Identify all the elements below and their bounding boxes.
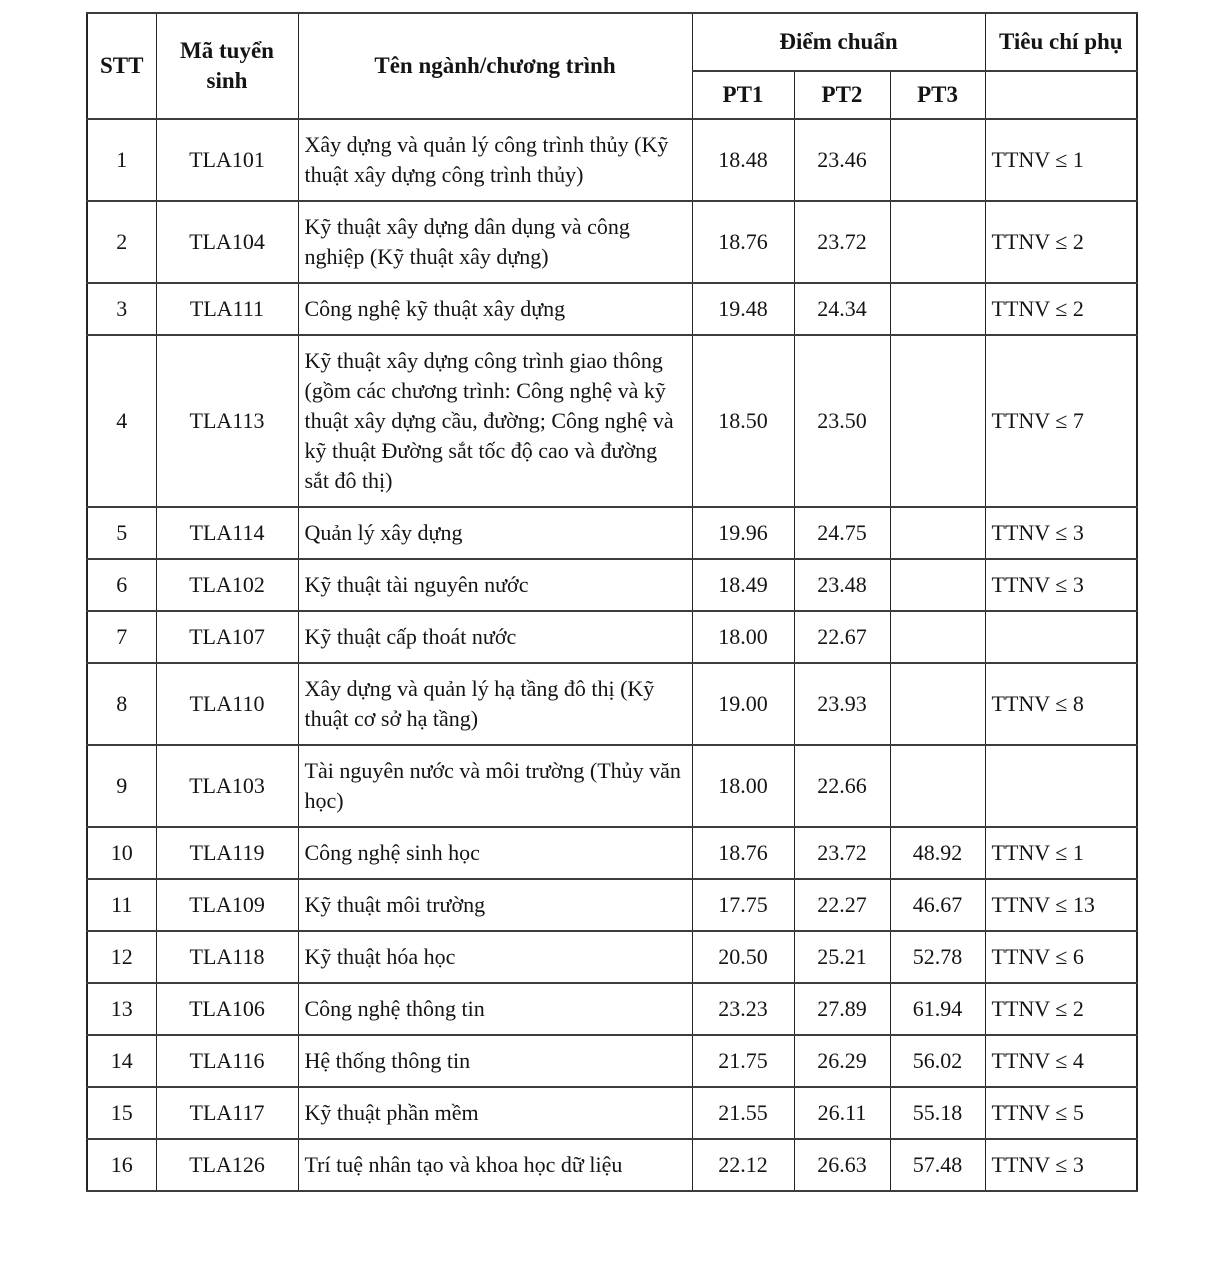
cell-major-name: Kỹ thuật xây dựng dân dụng và công nghiệp (Kỹ thuật xây dựng) [298, 201, 692, 283]
cell-stt: 12 [87, 931, 156, 983]
cell-pt1-score: 18.49 [692, 559, 794, 611]
cell-code: TLA101 [156, 119, 298, 201]
cell-code: TLA104 [156, 201, 298, 283]
cell-pt3-score [890, 283, 985, 335]
table-row [87, 1139, 1137, 1191]
col-header-diem-chuan: Điểm chuẩn [692, 13, 985, 71]
table-row [87, 827, 1137, 879]
cell-pt2-score: 22.27 [794, 879, 890, 931]
cell-major-name: Kỹ thuật phần mềm [298, 1087, 692, 1139]
cell-code: TLA110 [156, 663, 298, 745]
cell-code: TLA113 [156, 335, 298, 507]
cell-stt: 14 [87, 1035, 156, 1087]
cell-pt3-score [890, 119, 985, 201]
cell-code: TLA109 [156, 879, 298, 931]
admission-scores-table [86, 12, 1138, 1192]
cell-secondary-criteria: TTNV ≤ 3 [985, 507, 1137, 559]
table-row [87, 507, 1137, 559]
cell-code: TLA114 [156, 507, 298, 559]
cell-code: TLA106 [156, 983, 298, 1035]
cell-major-name: Kỹ thuật xây dựng công trình giao thông (gồm các chương trình: Công nghệ và kỹ thuật xây dựng cầu, đường; Công nghệ và kỹ thuật Đường sắt tốc độ cao và đường sắt đô thị) [298, 335, 692, 507]
cell-major-name: Kỹ thuật tài nguyên nước [298, 559, 692, 611]
table-header [87, 13, 1137, 119]
cell-pt1-score: 23.23 [692, 983, 794, 1035]
cell-pt2-score: 23.93 [794, 663, 890, 745]
cell-major-name: Công nghệ thông tin [298, 983, 692, 1035]
cell-secondary-criteria: TTNV ≤ 6 [985, 931, 1137, 983]
cell-pt2-score: 23.72 [794, 201, 890, 283]
table-row [87, 119, 1137, 201]
cell-secondary-criteria: TTNV ≤ 5 [985, 1087, 1137, 1139]
col-header-stt: STT [87, 13, 156, 119]
cell-pt2-score: 22.66 [794, 745, 890, 827]
cell-pt3-score [890, 507, 985, 559]
cell-stt: 13 [87, 983, 156, 1035]
cell-pt1-score: 18.48 [692, 119, 794, 201]
cell-secondary-criteria: TTNV ≤ 3 [985, 559, 1137, 611]
cell-pt1-score: 18.76 [692, 827, 794, 879]
cell-stt: 15 [87, 1087, 156, 1139]
cell-stt: 16 [87, 1139, 156, 1191]
cell-major-name: Quản lý xây dựng [298, 507, 692, 559]
cell-pt2-score: 23.50 [794, 335, 890, 507]
table-row [87, 559, 1137, 611]
cell-pt3-score: 57.48 [890, 1139, 985, 1191]
cell-pt2-score: 22.67 [794, 611, 890, 663]
cell-secondary-criteria: TTNV ≤ 2 [985, 983, 1137, 1035]
cell-secondary-criteria: TTNV ≤ 1 [985, 119, 1137, 201]
cell-stt: 7 [87, 611, 156, 663]
cell-code: TLA107 [156, 611, 298, 663]
cell-pt2-score: 25.21 [794, 931, 890, 983]
cell-major-name: Xây dựng và quản lý hạ tầng đô thị (Kỹ thuật cơ sở hạ tầng) [298, 663, 692, 745]
cell-secondary-criteria [985, 745, 1137, 827]
cell-pt1-score: 19.48 [692, 283, 794, 335]
cell-stt: 8 [87, 663, 156, 745]
cell-code: TLA102 [156, 559, 298, 611]
cell-code: TLA116 [156, 1035, 298, 1087]
cell-major-name: Kỹ thuật môi trường [298, 879, 692, 931]
table-row [87, 931, 1137, 983]
cell-pt2-score: 26.29 [794, 1035, 890, 1087]
col-header-pt1: PT1 [692, 71, 794, 119]
cell-pt2-score: 27.89 [794, 983, 890, 1035]
cell-code: TLA118 [156, 931, 298, 983]
col-header-code: Mã tuyển sinh [156, 13, 298, 119]
cell-pt3-score [890, 335, 985, 507]
cell-secondary-criteria: TTNV ≤ 3 [985, 1139, 1137, 1191]
cell-secondary-criteria: TTNV ≤ 13 [985, 879, 1137, 931]
cell-stt: 10 [87, 827, 156, 879]
cell-pt1-score: 21.55 [692, 1087, 794, 1139]
col-header-major: Tên ngành/chương trình [298, 13, 692, 119]
cell-pt2-score: 26.11 [794, 1087, 890, 1139]
cell-pt1-score: 18.00 [692, 611, 794, 663]
cell-secondary-criteria: TTNV ≤ 4 [985, 1035, 1137, 1087]
col-header-tieu-chi-phu: Tiêu chí phụ [985, 13, 1137, 71]
cell-major-name: Trí tuệ nhân tạo và khoa học dữ liệu [298, 1139, 692, 1191]
cell-stt: 6 [87, 559, 156, 611]
cell-stt: 5 [87, 507, 156, 559]
cell-secondary-criteria: TTNV ≤ 8 [985, 663, 1137, 745]
cell-stt: 1 [87, 119, 156, 201]
cell-pt3-score: 52.78 [890, 931, 985, 983]
cell-code: TLA119 [156, 827, 298, 879]
table-body [87, 119, 1137, 1191]
table-row [87, 663, 1137, 745]
cell-code: TLA111 [156, 283, 298, 335]
cell-pt1-score: 18.76 [692, 201, 794, 283]
cell-code: TLA117 [156, 1087, 298, 1139]
cell-pt1-score: 20.50 [692, 931, 794, 983]
cell-pt3-score [890, 745, 985, 827]
cell-pt2-score: 26.63 [794, 1139, 890, 1191]
cell-pt3-score: 61.94 [890, 983, 985, 1035]
cell-secondary-criteria: TTNV ≤ 1 [985, 827, 1137, 879]
cell-secondary-criteria [985, 611, 1137, 663]
cell-major-name: Kỹ thuật cấp thoát nước [298, 611, 692, 663]
cell-code: TLA103 [156, 745, 298, 827]
cell-major-name: Kỹ thuật hóa học [298, 931, 692, 983]
cell-major-name: Công nghệ sinh học [298, 827, 692, 879]
cell-code: TLA126 [156, 1139, 298, 1191]
cell-major-name: Xây dựng và quản lý công trình thủy (Kỹ thuật xây dựng công trình thủy) [298, 119, 692, 201]
cell-pt3-score [890, 663, 985, 745]
cell-pt1-score: 19.96 [692, 507, 794, 559]
cell-pt2-score: 24.75 [794, 507, 890, 559]
table-row [87, 335, 1137, 507]
table-row [87, 879, 1137, 931]
table-row [87, 745, 1137, 827]
table-row [87, 1087, 1137, 1139]
cell-pt3-score [890, 201, 985, 283]
cell-major-name: Công nghệ kỹ thuật xây dựng [298, 283, 692, 335]
table-row [87, 611, 1137, 663]
cell-pt1-score: 18.50 [692, 335, 794, 507]
cell-pt2-score: 24.34 [794, 283, 890, 335]
cell-pt2-score: 23.46 [794, 119, 890, 201]
cell-stt: 11 [87, 879, 156, 931]
cell-pt3-score [890, 611, 985, 663]
cell-pt3-score: 55.18 [890, 1087, 985, 1139]
cell-pt3-score: 46.67 [890, 879, 985, 931]
cell-stt: 9 [87, 745, 156, 827]
cell-secondary-criteria: TTNV ≤ 2 [985, 201, 1137, 283]
table-row [87, 283, 1137, 335]
table-row [87, 201, 1137, 283]
cell-pt3-score: 48.92 [890, 827, 985, 879]
table-row [87, 983, 1137, 1035]
cell-pt1-score: 17.75 [692, 879, 794, 931]
header-row-1 [87, 13, 1137, 71]
col-header-pt2: PT2 [794, 71, 890, 119]
col-header-pt3: PT3 [890, 71, 985, 119]
cell-pt2-score: 23.48 [794, 559, 890, 611]
cell-pt1-score: 21.75 [692, 1035, 794, 1087]
cell-stt: 2 [87, 201, 156, 283]
cell-major-name: Hệ thống thông tin [298, 1035, 692, 1087]
cell-pt1-score: 18.00 [692, 745, 794, 827]
cell-major-name: Tài nguyên nước và môi trường (Thủy văn học) [298, 745, 692, 827]
cell-secondary-criteria: TTNV ≤ 7 [985, 335, 1137, 507]
cell-secondary-criteria: TTNV ≤ 2 [985, 283, 1137, 335]
cell-stt: 4 [87, 335, 156, 507]
cell-pt2-score: 23.72 [794, 827, 890, 879]
col-header-tieu-chi-phu-empty [985, 71, 1137, 119]
cell-pt1-score: 19.00 [692, 663, 794, 745]
table-row [87, 1035, 1137, 1087]
cell-pt1-score: 22.12 [692, 1139, 794, 1191]
cell-pt3-score [890, 559, 985, 611]
cell-stt: 3 [87, 283, 156, 335]
cell-pt3-score: 56.02 [890, 1035, 985, 1087]
